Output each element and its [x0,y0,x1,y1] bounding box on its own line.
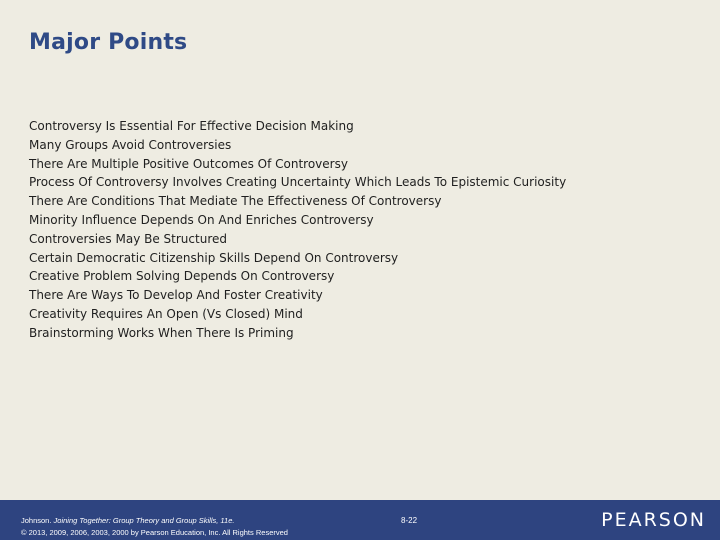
point-item: Brainstorming Works When There Is Priming [29,325,294,340]
point-item: Certain Democratic Citizenship Skills Depend On Controversy [29,250,399,265]
point-item: Many Groups Avoid Controversies [29,137,232,152]
citation-line-1 [21,515,288,527]
point-item: There Are Conditions That Mediate The Effectiveness Of Controversy [29,194,442,209]
citation [21,515,288,539]
footer-bar [0,500,720,540]
point-item: Process Of Controversy Involves Creating Uncertainty Which Leads To Epistemic Curiosity [29,175,567,190]
slide-title: Major Points [29,30,188,55]
point-item: Minority Influence Depends On And Enriches Controversy [29,212,374,227]
pearson-logo: PEARSON [601,509,706,531]
point-item: There Are Ways To Develop And Foster Creativity [29,288,323,303]
page-number: 8-22 [401,516,418,525]
point-item: Creative Problem Solving Depends On Controversy [29,269,335,284]
point-item: Creativity Requires An Open (Vs Closed) Mind [29,306,303,321]
major-points-list [29,117,566,343]
citation-author: Johnson. [21,516,54,525]
copyright-text: © 2013, 2009, 2006, 2003, 2000 by Pearson Education, Inc. All Rights Reserved [21,528,288,537]
point-item: Controversy Is Essential For Effective Decision Making [29,119,354,133]
point-item: Controversies May Be Structured [29,231,227,246]
point-item: There Are Multiple Positive Outcomes Of Controversy [29,156,348,171]
citation-book-title: Joining Together: Group Theory and Group Skills, 11e. [53,516,235,525]
